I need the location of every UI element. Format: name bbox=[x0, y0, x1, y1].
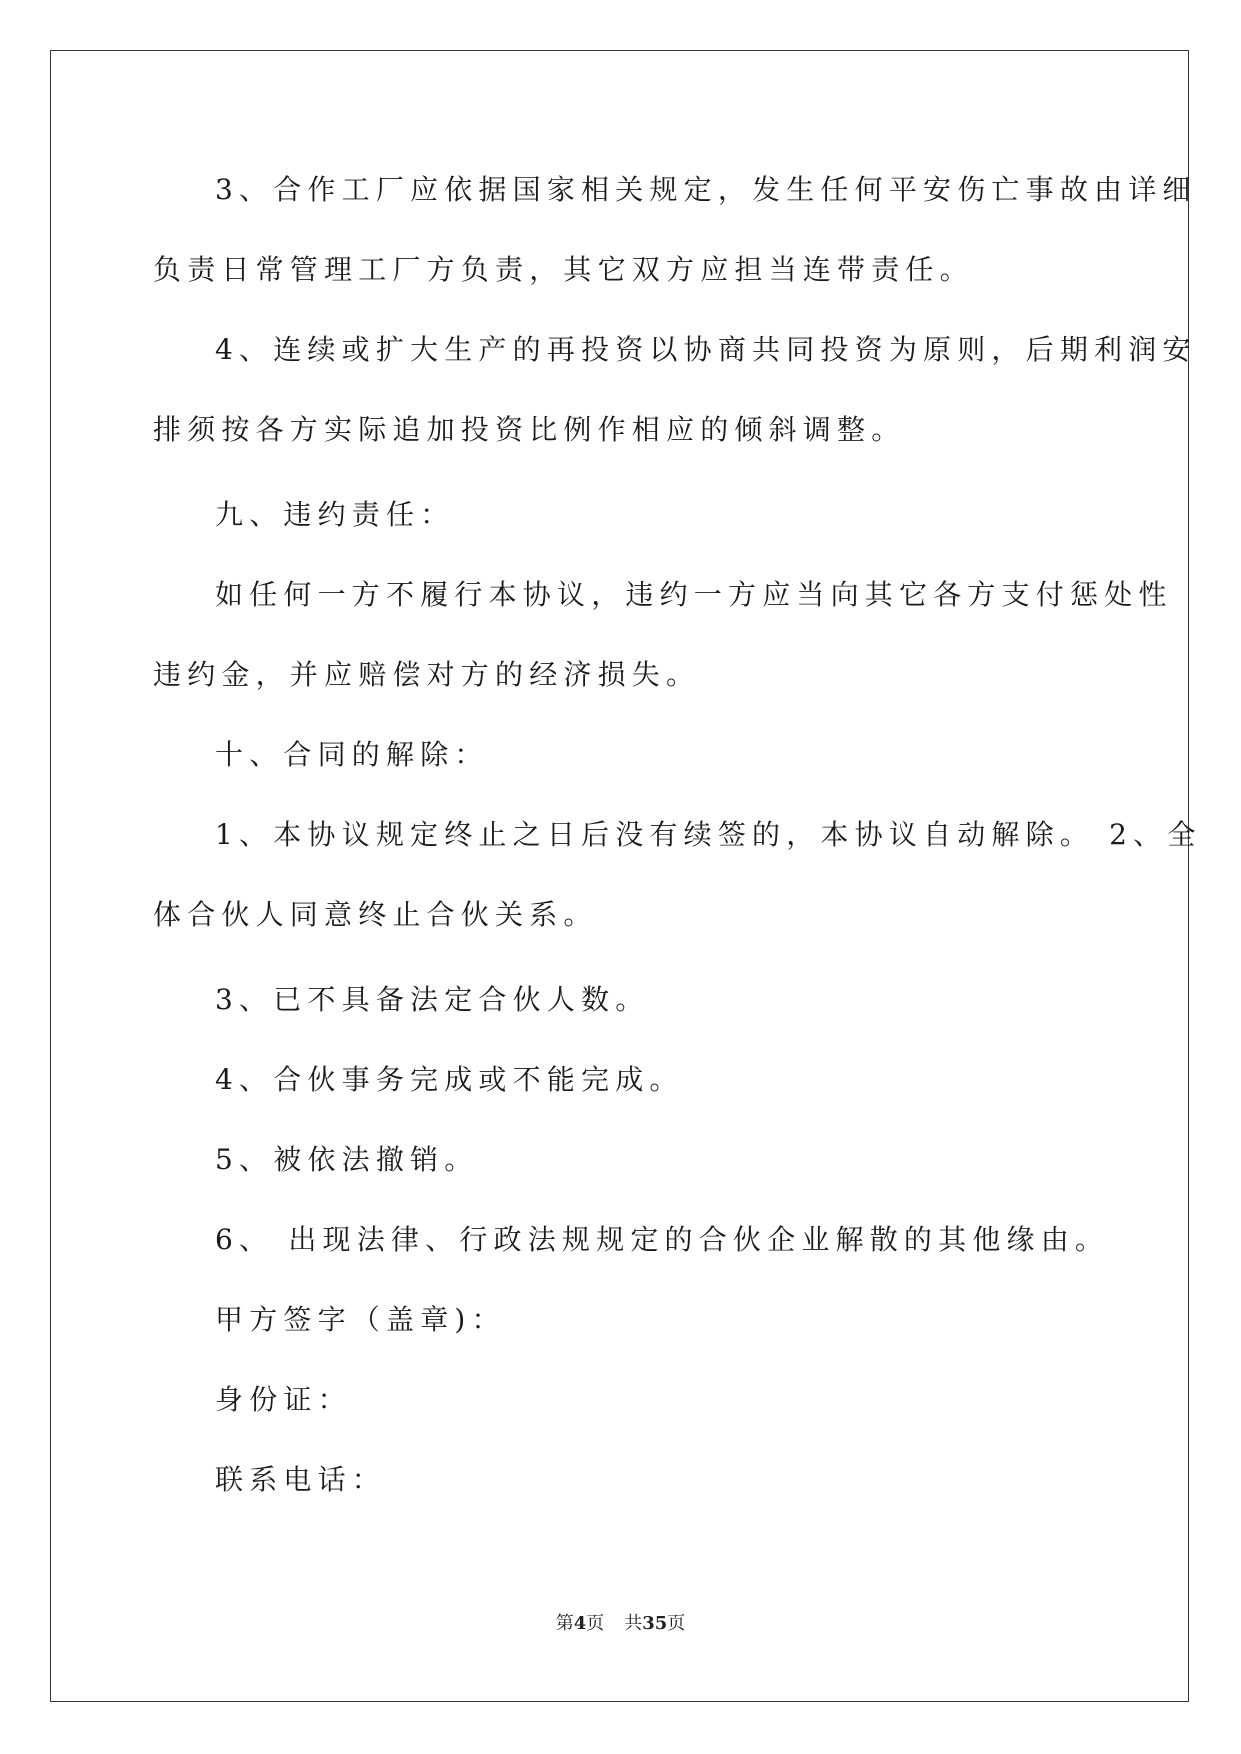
phone-label: 联系电话： bbox=[215, 1463, 387, 1496]
footer-page-suffix: 页 bbox=[586, 1613, 605, 1634]
id-card-label: 身份证： bbox=[215, 1383, 352, 1416]
signature-label: 甲方签字（盖章)： bbox=[215, 1303, 506, 1336]
paragraph-line: 体合伙人同意终止合伙关系。 bbox=[153, 898, 598, 931]
paragraph-line: 排须按各方实际追加投资比例作相应的倾斜调整。 bbox=[153, 413, 906, 446]
footer-prefix: 第 bbox=[555, 1613, 574, 1634]
page-border bbox=[50, 50, 1189, 1702]
paragraph-line: 5、被依法撤销。 bbox=[215, 1143, 479, 1176]
footer-total-suffix: 页 bbox=[667, 1613, 686, 1634]
footer-total-pages: 35 bbox=[642, 1613, 668, 1634]
paragraph-line: 3、已不具备法定合伙人数。 bbox=[215, 983, 650, 1016]
paragraph-line: 负责日常管理工厂方负责，其它双方应担当连带责任。 bbox=[153, 253, 974, 286]
footer-total-prefix: 共 bbox=[624, 1613, 643, 1634]
section-heading: 十、合同的解除： bbox=[215, 738, 489, 771]
page-footer bbox=[0, 1612, 1241, 1636]
paragraph-line: 1、本协议规定终止之日后没有续签的，本协议自动解除。 2、全 bbox=[215, 818, 1202, 851]
paragraph-line: 如任何一方不履行本协议，违约一方应当向其它各方支付惩处性 bbox=[215, 578, 1173, 611]
paragraph-line: 4、连续或扩大生产的再投资以协商共同投资为原则，后期利润安 bbox=[215, 333, 1197, 366]
paragraph-line: 6、 出现法律、行政法规规定的合伙企业解散的其他缘由。 bbox=[215, 1223, 1110, 1256]
section-heading: 九、违约责任： bbox=[215, 498, 455, 531]
footer-page-number: 4 bbox=[573, 1613, 587, 1634]
paragraph-line: 3、合作工厂应依据国家相关规定，发生任何平安伤亡事故由详细 bbox=[215, 173, 1197, 206]
paragraph-line: 4、合伙事务完成或不能完成。 bbox=[215, 1063, 684, 1096]
paragraph-line: 违约金，并应赔偿对方的经济损失。 bbox=[153, 658, 701, 691]
